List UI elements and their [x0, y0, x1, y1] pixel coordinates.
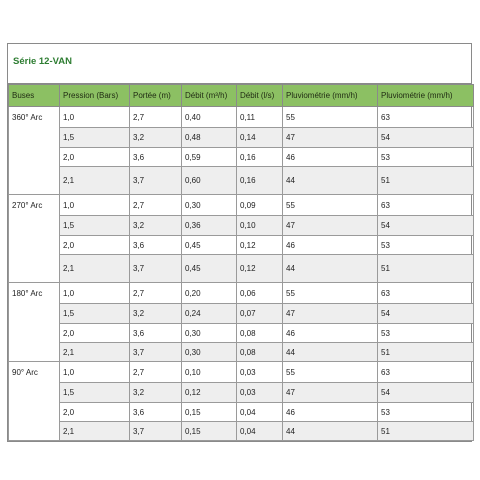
debit-ls-cell: 0,12: [237, 236, 283, 255]
pluviometrie-2-cell: 51: [378, 422, 474, 441]
buse-label-cell: 90° Arc: [9, 362, 60, 441]
table-row: [9, 216, 474, 236]
pluviometrie-2-cell: 51: [378, 167, 474, 195]
pression-cell: 1,5: [60, 383, 130, 403]
portee-cell: 3,6: [130, 148, 182, 167]
pluviometrie-1-cell: 55: [283, 362, 378, 383]
column-header-debit-ls: Débit (l/s): [237, 85, 283, 107]
pluviometrie-2-cell: 51: [378, 343, 474, 362]
debit-m3h-cell: 0,36: [182, 216, 237, 236]
debit-ls-cell: 0,08: [237, 324, 283, 343]
portee-cell: 2,7: [130, 283, 182, 304]
debit-ls-cell: 0,16: [237, 148, 283, 167]
debit-m3h-cell: 0,60: [182, 167, 237, 195]
debit-ls-cell: 0,09: [237, 195, 283, 216]
pression-cell: 1,0: [60, 107, 130, 128]
debit-ls-cell: 0,12: [237, 255, 283, 283]
table-row: [9, 324, 474, 343]
debit-ls-cell: 0,03: [237, 362, 283, 383]
debit-m3h-cell: 0,59: [182, 148, 237, 167]
debit-ls-cell: 0,04: [237, 422, 283, 441]
debit-m3h-cell: 0,24: [182, 304, 237, 324]
table-row: [9, 283, 474, 304]
pression-cell: 1,0: [60, 362, 130, 383]
portee-cell: 3,6: [130, 324, 182, 343]
debit-ls-cell: 0,14: [237, 128, 283, 148]
table-body: [9, 107, 474, 441]
pression-cell: 2,0: [60, 148, 130, 167]
pression-cell: 2,1: [60, 343, 130, 362]
portee-cell: 3,6: [130, 236, 182, 255]
debit-ls-cell: 0,06: [237, 283, 283, 304]
buse-label-cell: 180° Arc: [9, 283, 60, 362]
pluviometrie-1-cell: 44: [283, 343, 378, 362]
debit-m3h-cell: 0,15: [182, 403, 237, 422]
pluviometrie-2-cell: 63: [378, 362, 474, 383]
pression-cell: 2,1: [60, 167, 130, 195]
pluviometrie-2-cell: 63: [378, 107, 474, 128]
debit-m3h-cell: 0,20: [182, 283, 237, 304]
debit-m3h-cell: 0,30: [182, 343, 237, 362]
portee-cell: 2,7: [130, 107, 182, 128]
pression-cell: 1,5: [60, 216, 130, 236]
portee-cell: 3,7: [130, 255, 182, 283]
portee-cell: 3,2: [130, 383, 182, 403]
table-row: [9, 107, 474, 128]
table-row: [9, 343, 474, 362]
pression-cell: 2,1: [60, 422, 130, 441]
pluviometrie-2-cell: 53: [378, 324, 474, 343]
portee-cell: 3,2: [130, 304, 182, 324]
pression-cell: 2,0: [60, 236, 130, 255]
buse-label-cell: 270° Arc: [9, 195, 60, 283]
debit-m3h-cell: 0,10: [182, 362, 237, 383]
debit-ls-cell: 0,11: [237, 107, 283, 128]
pluviometrie-1-cell: 47: [283, 383, 378, 403]
pluviometrie-2-cell: 63: [378, 283, 474, 304]
table-row: [9, 195, 474, 216]
debit-m3h-cell: 0,12: [182, 383, 237, 403]
pluviometrie-1-cell: 44: [283, 167, 378, 195]
column-header-pluviometrie-1: Pluviométrie (mm/h): [283, 85, 378, 107]
column-header-portee: Portée (m): [130, 85, 182, 107]
debit-ls-cell: 0,03: [237, 383, 283, 403]
pluviometrie-2-cell: 54: [378, 304, 474, 324]
pluviometrie-1-cell: 47: [283, 304, 378, 324]
pluviometrie-2-cell: 53: [378, 403, 474, 422]
pluviometrie-2-cell: 54: [378, 128, 474, 148]
spec-table: [8, 84, 474, 441]
pluviometrie-1-cell: 55: [283, 195, 378, 216]
pluviometrie-2-cell: 63: [378, 195, 474, 216]
pluviometrie-1-cell: 46: [283, 236, 378, 255]
pluviometrie-1-cell: 46: [283, 148, 378, 167]
pluviometrie-1-cell: 46: [283, 403, 378, 422]
pluviometrie-2-cell: 51: [378, 255, 474, 283]
pluviometrie-1-cell: 44: [283, 255, 378, 283]
pluviometrie-2-cell: 54: [378, 383, 474, 403]
table-row: [9, 362, 474, 383]
table-row: [9, 236, 474, 255]
header-row: [9, 85, 474, 107]
pluviometrie-1-cell: 47: [283, 216, 378, 236]
pluviometrie-2-cell: 53: [378, 236, 474, 255]
table-row: [9, 255, 474, 283]
debit-m3h-cell: 0,30: [182, 195, 237, 216]
pression-cell: 1,5: [60, 128, 130, 148]
debit-ls-cell: 0,10: [237, 216, 283, 236]
portee-cell: 3,7: [130, 167, 182, 195]
pression-cell: 2,0: [60, 403, 130, 422]
debit-ls-cell: 0,04: [237, 403, 283, 422]
table-row: [9, 148, 474, 167]
table-row: [9, 383, 474, 403]
column-header-pluviometrie-2: Pluviométrie (mm/h): [378, 85, 474, 107]
pluviometrie-1-cell: 55: [283, 107, 378, 128]
pression-cell: 1,5: [60, 304, 130, 324]
table-title: Série 12-VAN: [8, 44, 471, 84]
spec-table-container: [7, 43, 472, 442]
pression-cell: 1,0: [60, 283, 130, 304]
debit-m3h-cell: 0,48: [182, 128, 237, 148]
portee-cell: 3,7: [130, 422, 182, 441]
table-row: [9, 167, 474, 195]
column-header-pression: Pression (Bars): [60, 85, 130, 107]
pluviometrie-2-cell: 54: [378, 216, 474, 236]
pression-cell: 1,0: [60, 195, 130, 216]
pluviometrie-1-cell: 55: [283, 283, 378, 304]
pluviometrie-1-cell: 46: [283, 324, 378, 343]
debit-m3h-cell: 0,15: [182, 422, 237, 441]
table-row: [9, 128, 474, 148]
debit-m3h-cell: 0,40: [182, 107, 237, 128]
debit-ls-cell: 0,07: [237, 304, 283, 324]
debit-m3h-cell: 0,45: [182, 255, 237, 283]
table-row: [9, 304, 474, 324]
buse-label-cell: 360° Arc: [9, 107, 60, 195]
pluviometrie-2-cell: 53: [378, 148, 474, 167]
debit-ls-cell: 0,16: [237, 167, 283, 195]
debit-m3h-cell: 0,30: [182, 324, 237, 343]
pluviometrie-1-cell: 44: [283, 422, 378, 441]
column-header-debit-m3h: Débit (m³/h): [182, 85, 237, 107]
table-row: [9, 422, 474, 441]
debit-m3h-cell: 0,45: [182, 236, 237, 255]
portee-cell: 2,7: [130, 195, 182, 216]
column-header-buses: Buses: [9, 85, 60, 107]
portee-cell: 3,2: [130, 216, 182, 236]
pression-cell: 2,1: [60, 255, 130, 283]
pression-cell: 2,0: [60, 324, 130, 343]
table-row: [9, 403, 474, 422]
pluviometrie-1-cell: 47: [283, 128, 378, 148]
portee-cell: 3,2: [130, 128, 182, 148]
portee-cell: 2,7: [130, 362, 182, 383]
portee-cell: 3,6: [130, 403, 182, 422]
debit-ls-cell: 0,08: [237, 343, 283, 362]
portee-cell: 3,7: [130, 343, 182, 362]
